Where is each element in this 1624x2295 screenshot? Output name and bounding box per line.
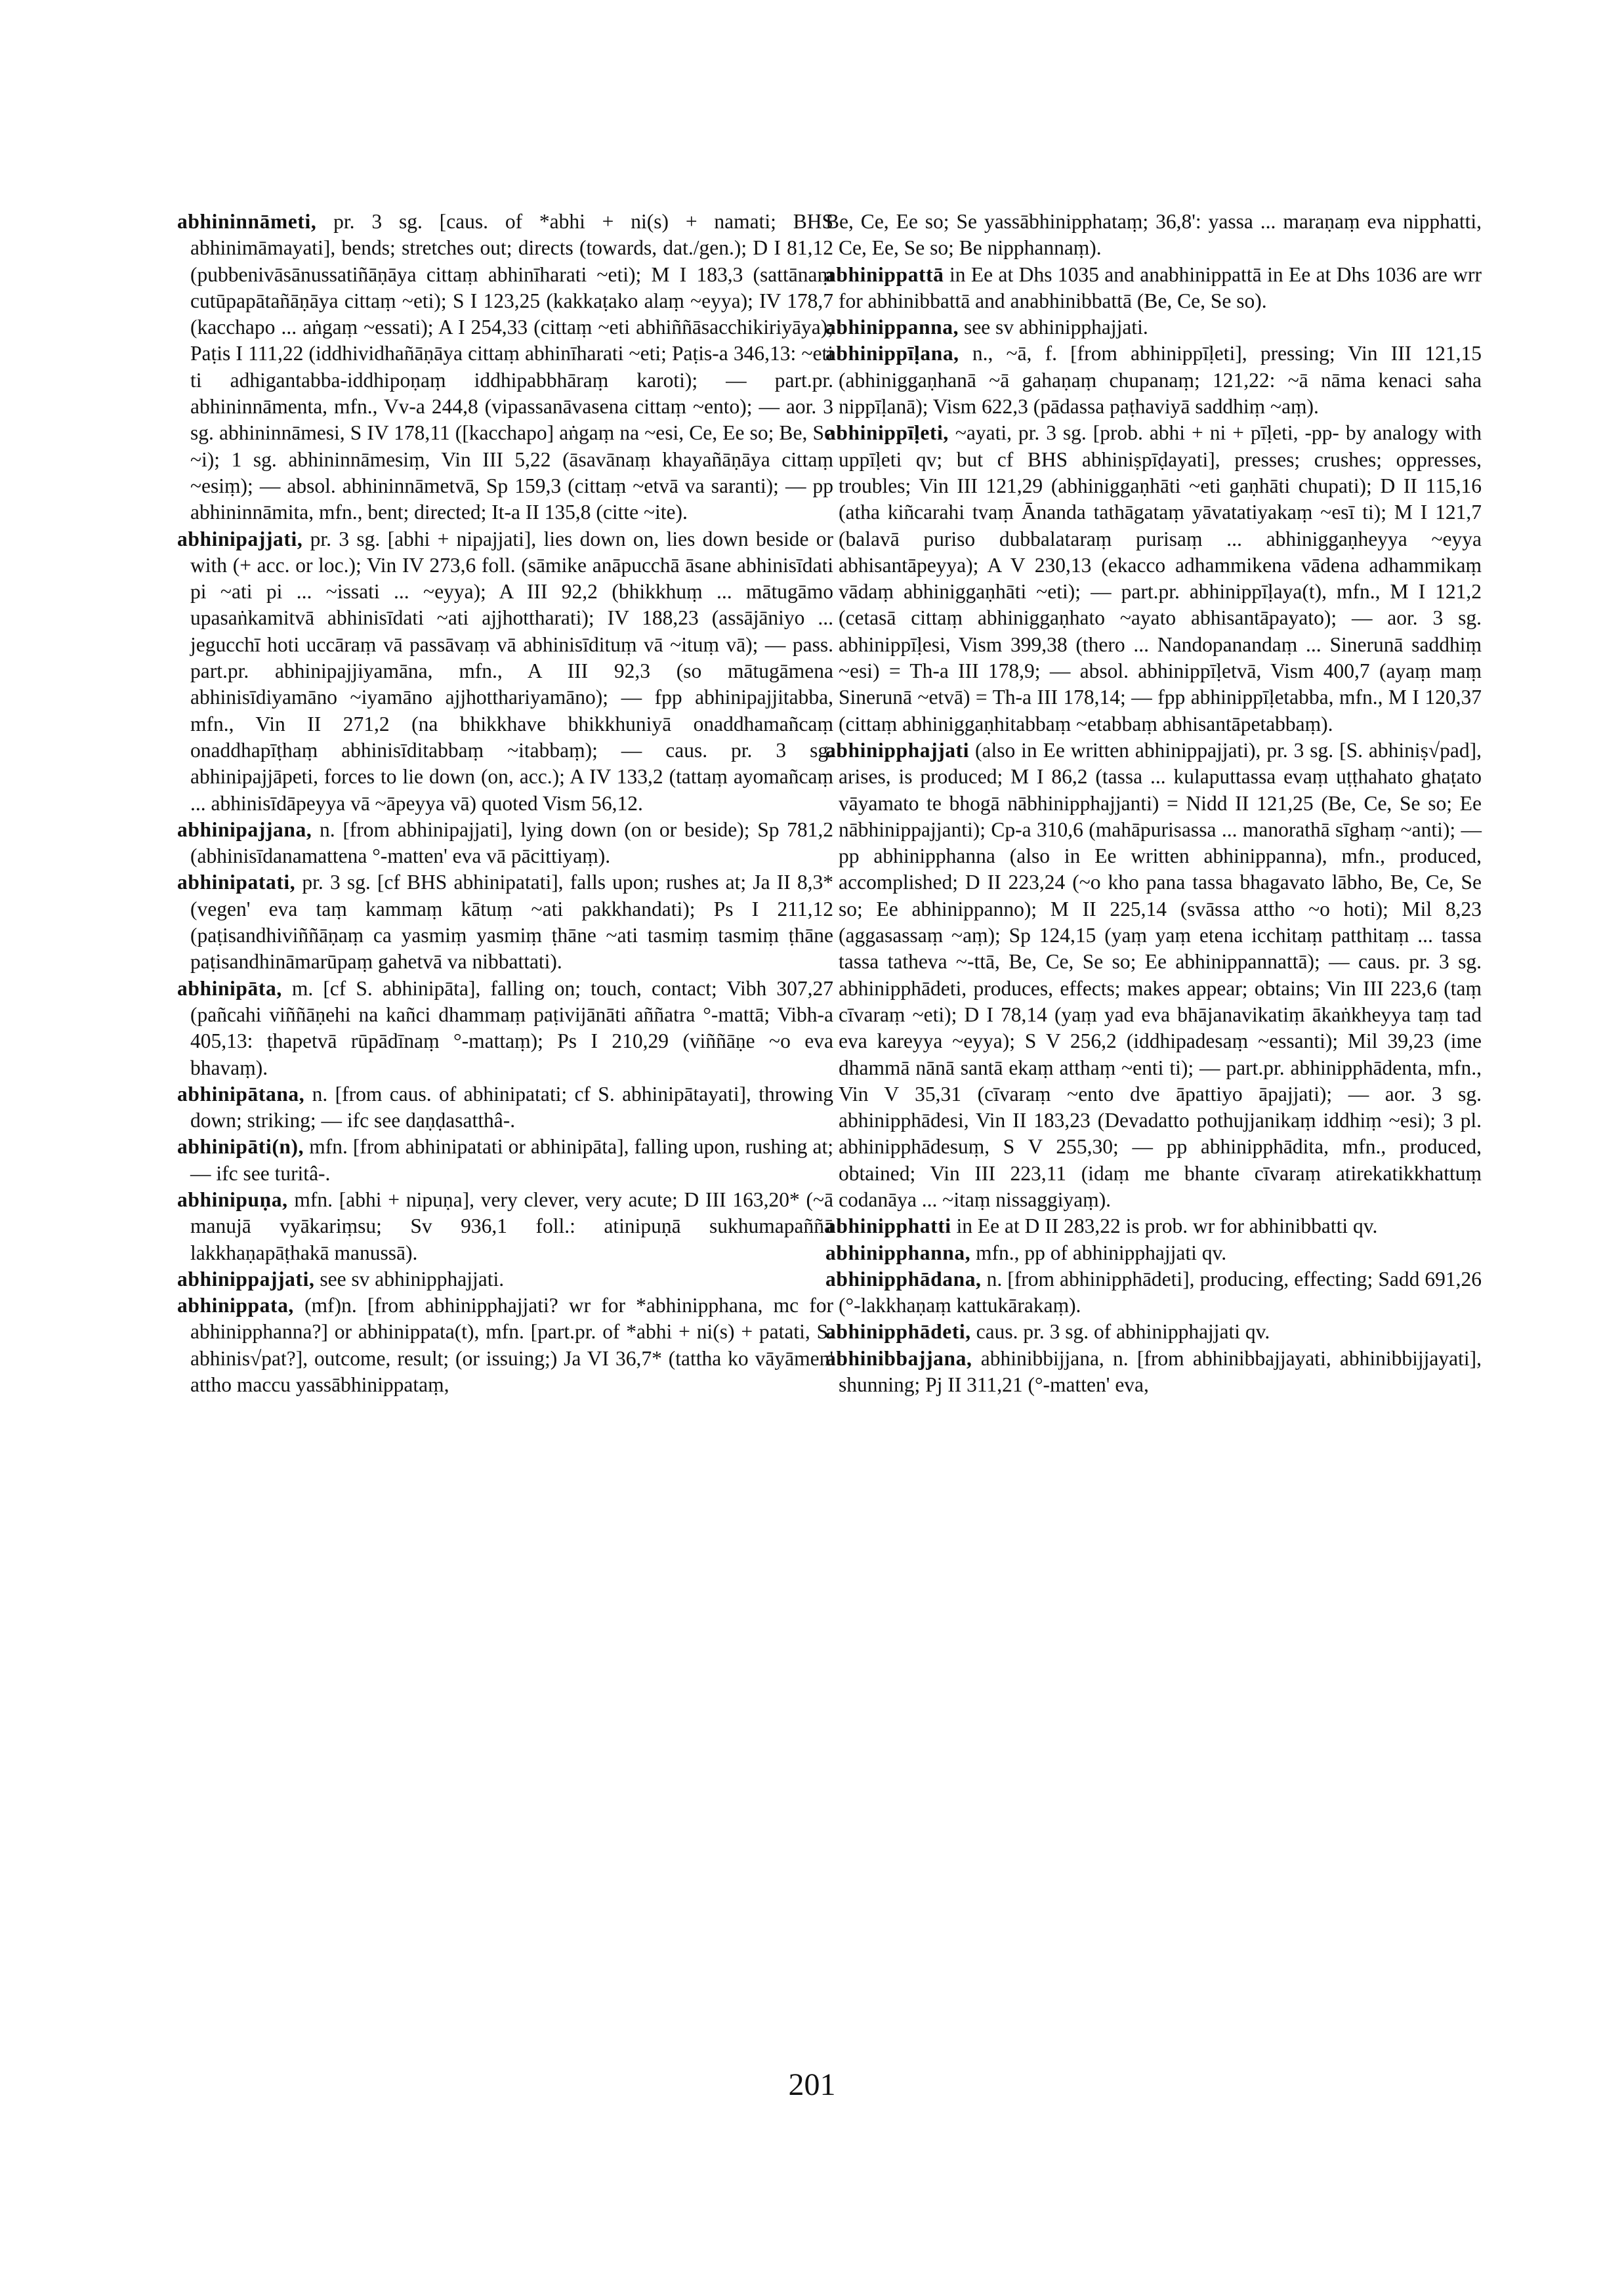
dictionary-entry — [177, 1292, 833, 1398]
page-number: 201 — [788, 2067, 836, 2102]
headword: abhinippīḷeti, — [825, 421, 949, 445]
entry-body: mfn. [abhi + nipuṇa], very clever, very acute; D III 163,20* (~ā manujā vyākariṃsu; Sv 936,1 foll.: atinipuṇā sukhumapaññā lakkhaṇapāṭhakā manussā). — [190, 1188, 834, 1264]
entry-body: abhinibbijjana, n. [from abhinibbajjayati, abhinibbijjayati], shunning; Pj II 311,21 (°-matten' eva, — [839, 1346, 1482, 1397]
headword: abhinippanna, — [825, 316, 959, 339]
dictionary-entry — [177, 526, 833, 817]
entry-body: pr. 3 sg. [cf BHS abhinipatati], falls upon; rushes at; Ja II 8,3* (vegen' eva taṃ kammaṃ kātuṃ ~ati pakkhandati); Ps I 211,12 (paṭisandhiviññāṇaṃ ca yasmiṃ yasmiṃ ṭhāne ~ati tasmiṃ tasmiṃ ṭhāne paṭisandhināmarūpaṃ gahetvā va nibbattati). — [190, 871, 834, 974]
headword: abhinipāti(n), — [177, 1135, 304, 1159]
dictionary-entry — [825, 262, 1482, 315]
dictionary-entry — [177, 1081, 833, 1134]
dictionary-entry — [825, 420, 1482, 737]
dictionary-entry — [177, 1266, 833, 1292]
headword: abhinipphādana, — [825, 1267, 982, 1291]
dictionary-entry — [825, 314, 1482, 341]
entry-body: mfn. [from abhinipatati or abhinipāta], falling upon, rushing at; — ifc see turitâ-. — [190, 1135, 833, 1185]
headword: abhinipuṇa, — [177, 1188, 288, 1211]
entry-body: m. [cf S. abhinipāta], falling on; touch, contact; Vibh 307,27 (pañcahi viññāṇehi na kañci dhammaṃ paṭivijānāti aññatra °-mattā; Vibh-a 405,13: ṭhapetvā rūpādīnaṃ °-mattaṃ); Ps I 210,29 (viññāṇe ~o eva bhavaṃ). — [190, 976, 834, 1079]
headword: abhinipajjana, — [177, 817, 312, 841]
right-column — [825, 209, 1482, 1398]
dictionary-entry — [177, 1187, 833, 1266]
entry-body: n. [from abhinipajjati], lying down (on or beside); Sp 781,2 (abhinisīdanamattena °-matten' eva vā pācittiyaṃ). — [190, 817, 833, 868]
left-column — [177, 209, 833, 1398]
entry-body: mfn., pp of abhinipphajjati qv. — [976, 1241, 1227, 1264]
headword: abhinippīḷana, — [825, 342, 959, 365]
entry-body: in Ee at D II 283,22 is prob. wr for abhinibbatti qv. — [956, 1214, 1378, 1238]
headword: abhininnāmeti, — [177, 210, 317, 233]
dictionary-entry — [825, 1240, 1482, 1266]
entry-body: see sv abhinipphajjati. — [963, 316, 1148, 339]
entry-body: (also in Ee written abhinippajjati), pr. 3 sg. [S. abhiniṣ√pad], arises, is produced; M I 86,2 (tassa ... kulaputtassa evaṃ uṭṭhahato ghaṭato vāyamato te bhogā nābhinipphajjanti) = Nidd II 121,25 (Be, Ce, Se so; Ee nābhinippajjanti); Cp-a 310,6 (mahāpurisassa ... manorathā sīghaṃ ~anti); — pp abhinipphanna (also in Ee written abhinippanna), mfn., produced, accomplished; D II 223,24 (~o kho pana tassa bhagavato lābho, Be, Ce, Se so; Ee abhinippanno); M II 225,14 (svāssa attho ~o hoti); Mil 8,23 (aggasassaṃ ~aṃ); Sp 124,15 (yaṃ yaṃ etena icchitaṃ patthitaṃ ... tassa tassa tatheva ~-ttā, Be, Ce, Se so; Ee abhinippannattā); — caus. pr. 3 sg. abhinipphādeti, produces, effects; makes appear; obtains; Vin III 223,6 (taṃ cīvaraṃ ~eti); D I 78,14 (yaṃ yad eva bhājanavikatiṃ ākaṅkheyya taṃ tad eva kareyya ~eyya); S V 256,2 (iddhipadesaṃ ~essanti); Mil 39,23 (ime dhammā nānā santā ekaṃ atthaṃ ~enti ti); — part.pr. abhinipphādenta, mfn., Vin V 35,31 (cīvaraṃ ~ento dve āpattiyo āpajjati); — aor. 3 sg. abhinipphādesi, Vin II 183,23 (Devadatto pothujjanikaṃ iddhiṃ ~esi); 3 pl. abhinipphādesuṃ, S V 255,30; — pp abhinipphādita, mfn., produced, obtained; Vin III 223,11 (idaṃ me bhante cīvaraṃ atirekatikkhattuṃ codanāya ... ~itaṃ nissaggiyaṃ). — [839, 738, 1482, 1211]
dictionary-entry — [825, 1346, 1482, 1399]
entry-body: caus. pr. 3 sg. of abhinipphajjati qv. — [976, 1320, 1270, 1344]
dictionary-entry — [825, 1266, 1482, 1319]
headword: abhinipāta, — [177, 976, 282, 1000]
entry-body: ~ayati, pr. 3 sg. [prob. abhi + ni + pīḷeti, -pp- by analogy with uppīḷeti qv; but cf BHS abhiniṣpīḍayati], presses; crushes; oppresses, troubles; Vin III 121,29 (abhiniggaṇhāti ~eti gaṇhāti chupati); D II 115,16 (atha kiñcarahi tvaṃ Ānanda tathāgataṃ yāvatatiyakaṃ ~esī ti); M I 121,7 (balavā puriso dubbalataraṃ purisaṃ ... abhiniggaṇheyya ~eyya abhisantāpeyya); A V 230,13 (ekacco adhammikena vādena adhammikaṃ vādaṃ abhiniggaṇhāti ~eti); — part.pr. abhinippīḷaya(t), mfn., M I 121,2 (cetasā cittaṃ abhiniggaṇhato ~ayato abhisantāpayato); — aor. 3 sg. abhinippīḷesi, Vism 399,38 (thero ... Nandopanandaṃ ... Sinerunā saddhiṃ ~esi) = Th-a III 178,9; — absol. abhinippīḷetvā, Vism 400,7 (ayaṃ maṃ Sinerunā ~etvā) = Th-a III 178,14; — fpp abhinippīḷetabba, mfn., M I 120,37 (cittaṃ abhiniggaṇhitabbaṃ ~etabbaṃ abhisantāpetabbaṃ). — [839, 421, 1482, 735]
dictionary-entry — [177, 1134, 833, 1187]
headword: abhinippata, — [177, 1294, 294, 1317]
entry-body: in Ee at Dhs 1035 and anabhinippattā in Ee at Dhs 1036 are wrr for abhinibbattā and anabhinibbattā (Be, Ce, Se so). — [839, 262, 1482, 312]
entry-body: pr. 3 sg. [abhi + nipajjati], lies down on, lies down beside or with (+ acc. or loc.); Vin IV 273,6 foll. (sāmike anāpucchā āsane abhinisīdati pi ~ati pi ... ~issati ... ~eyya); A III 92,2 (bhikkhuṃ ... mātugāmo upasaṅkamitvā abhinisīdati ~ati ajjhottharati); IV 188,23 (assājāniyo ... jegucchī hoti uccāraṃ vā passāvaṃ vā abhinisīdituṃ vā ~ituṃ vā); — pass. part.pr. abhinipajjiyamāna, mfn., A III 92,3 (so mātugāmena abhinisīdiyamāno ~iyamāno ajjhotthariyamāno); — fpp abhinipajjitabba, mfn., Vin II 271,2 (na bhikkhave bhikkhuniyā onaddhamañcaṃ onaddhapīṭhaṃ abhinisīditabbaṃ ~itabbaṃ); — caus. pr. 3 sg. abhinipajjāpeti, forces to lie down (on, acc.); A IV 133,2 (tattaṃ ayomañcaṃ ... abhinisīdāpeyya vā ~āpeyya vā) quoted Vism 56,12. — [190, 527, 834, 815]
headword: abhinipphajjati — [825, 738, 970, 762]
headword: abhinippajjati, — [177, 1267, 315, 1291]
dictionary-entry — [177, 209, 833, 526]
headword: abhinipatati, — [177, 871, 296, 894]
headword: abhinibbajjana, — [825, 1346, 972, 1370]
headword: abhinipphanna, — [825, 1241, 971, 1264]
headword: abhinippattā — [825, 262, 944, 286]
dictionary-entry-continuation — [825, 209, 1482, 262]
dictionary-entry — [177, 976, 833, 1081]
entry-body: (mf)n. [from abhinipphajjati? wr for *abhinipphana, mc for abhinipphanna?] or abhinippata(t), mfn. [part.pr. of *abhi + ni(s) + patati, S. abhinis√pat?], outcome, result; (or issuing;) Ja VI 36,7* (tattha ko vāyāmen' attho maccu yassābhinippataṃ, — [190, 1294, 833, 1397]
dictionary-entry — [825, 341, 1482, 420]
headword: abhinipajjati, — [177, 527, 303, 550]
entry-body: Be, Ce, Ee so; Se yassābhinipphataṃ; 36,8': yassa ... maraṇaṃ eva nipphatti, Ce, Ee, Se so; Be nipphannaṃ). — [825, 210, 1482, 260]
dictionary-entry — [825, 1319, 1482, 1345]
entry-body: n. [from caus. of abhinipatati; cf S. abhinipātayati], throwing down; striking; — ifc see daṇḍasatthâ-. — [190, 1082, 834, 1132]
dictionary-entry — [177, 869, 833, 975]
entry-body: pr. 3 sg. [caus. of *abhi + ni(s) + namati; BHS abhinimāmayati], bends; stretches out; directs (towards, dat./gen.); D I 81,12 (pubbenivāsānussatiñāṇāya cittaṃ abhinīharati ~eti); M I 183,3 (sattānaṃ cutūpapātañāṇāya cittaṃ ~eti); S I 123,25 (kakkaṭako alaṃ ~eyya); IV 178,7 (kacchapo ... aṅgaṃ ~essati); A I 254,33 (cittaṃ ~eti abhiññāsacchikiriyāya); Paṭis I 111,22 (iddhividhañāṇāya cittaṃ abhinīharati ~eti; Paṭis-a 346,13: ~eti ti adhigantabba-iddhipoṇaṃ iddhipabbhāraṃ karoti); — part.pr. abhininnāmenta, mfn., Vv-a 244,8 (vipassanāvasena cittaṃ ~ento); — aor. 3 sg. abhininnāmesi, S IV 178,11 ([kacchapo] aṅgaṃ na ~esi, Ce, Ee so; Be, Se ~i); 1 sg. abhininnāmesiṃ, Vin III 5,22 (āsavānaṃ khayañāṇāya cittaṃ ~esiṃ); — absol. abhininnāmetvā, Sp 159,3 (cittaṃ ~etvā va saranti); — pp abhininnāmita, mfn., bent; directed; It-a II 135,8 (citte ~ite). — [190, 210, 833, 524]
dictionary-entry — [825, 1213, 1482, 1239]
dictionary-entry — [825, 737, 1482, 1213]
entry-body: n., ~ā, f. [from abhinippīḷeti], pressing; Vin III 121,15 (abhiniggaṇhanā ~ā gahaṇaṃ chupanaṃ; 121,22: ~ā nāma kenaci saha nippīḷanā); Vism 622,3 (pādassa paṭhaviyā saddhiṃ ~aṃ). — [839, 342, 1482, 419]
dictionary-entry — [177, 817, 833, 870]
entry-body: see sv abhinipphajjati. — [320, 1267, 505, 1291]
headword: abhinipphatti — [825, 1214, 951, 1238]
headword: abhinipātana, — [177, 1082, 305, 1106]
headword: abhinipphādeti, — [825, 1320, 971, 1344]
entry-body: n. [from abhinipphādeti], producing, effecting; Sadd 691,26 (°-lakkhaṇaṃ kattukārakaṃ). — [839, 1267, 1482, 1317]
